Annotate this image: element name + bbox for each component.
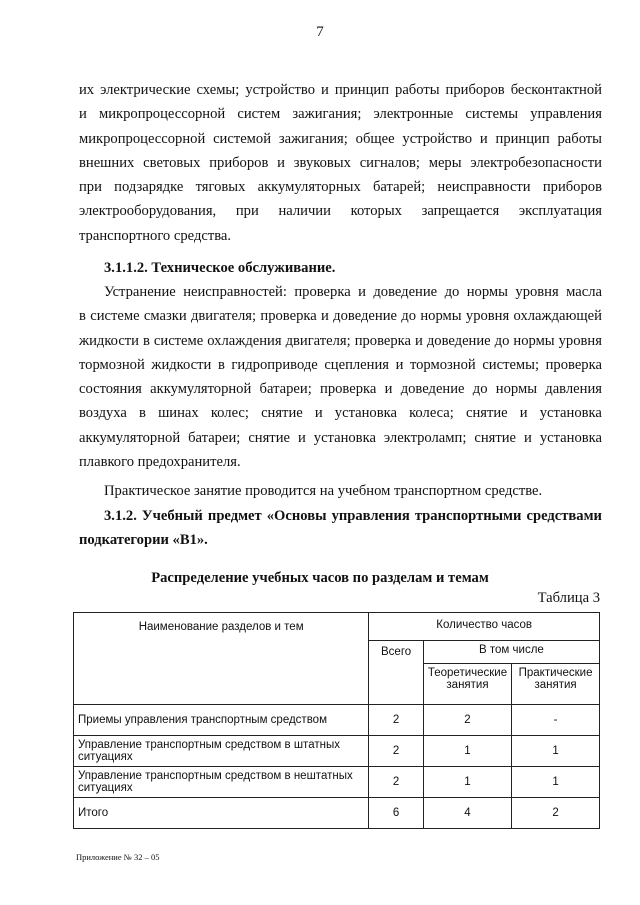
para2-line: Устранение неисправностей: проверка и доведение до нормы уровня масла	[104, 284, 602, 300]
row-name: Управление транспортным средством в нештатных ситуациях	[74, 767, 369, 798]
row-practice: 1	[512, 736, 600, 767]
row-total: 2	[369, 736, 424, 767]
table-row	[74, 798, 600, 829]
header-including: В том числе	[423, 641, 599, 664]
para2-line: состояния аккумуляторной батареи; проверка и доведение до нормы давления	[79, 381, 602, 398]
para2-line: жидкости в системе охлаждения двигателя; проверка и доведение до нормы уровня	[79, 332, 602, 349]
row-practice: 1	[512, 767, 600, 798]
row-theory: 4	[423, 798, 511, 829]
section-heading-subject	[79, 504, 602, 553]
para1-line: внешних световых приборов и звуковых сигналов; меры электробезопасности	[79, 154, 602, 171]
para1-line: и микропроцессорной систем зажигания; электронные системы управления	[79, 106, 602, 123]
para1-line: их электрические схемы; устройство и принцип работы приборов бесконтактной	[79, 82, 602, 98]
row-practice: 2	[512, 798, 600, 829]
para2-line: воздуха в шинах колес; снятие и установка колеса; снятие и установка	[79, 405, 602, 422]
row-total: 6	[369, 798, 424, 829]
subject-heading-line-1: 3.1.2. Учебный предмет «Основы управления транспортными средствами	[104, 508, 602, 524]
row-name: Приемы управления транспортным средством	[74, 705, 369, 736]
row-total: 2	[369, 705, 424, 736]
row-theory: 1	[423, 736, 511, 767]
table-row	[74, 705, 600, 736]
para2-line: в системе смазки двигателя; проверка и доведение до нормы уровня охлаждающей	[79, 308, 602, 325]
para1-line: при подзарядке тяговых аккумуляторных батарей; неисправности приборов	[79, 179, 602, 196]
header-name: Наименование разделов и тем	[74, 613, 369, 705]
paragraph-maintenance	[79, 280, 602, 474]
subject-heading-line-2: подкатегории «В1».	[79, 532, 208, 549]
table-row	[74, 767, 600, 798]
row-total: 2	[369, 767, 424, 798]
section-heading-maintenance: 3.1.1.2. Техническое обслуживание.	[104, 260, 336, 276]
paragraph-practical: Практическое занятие проводится на учебном транспортном средстве.	[104, 483, 543, 499]
para2-line: плавкого предохранителя.	[79, 454, 241, 471]
hours-table	[73, 612, 600, 829]
header-total: Всего	[369, 641, 424, 705]
header-hours: Количество часов	[369, 613, 600, 641]
row-name: Итого	[74, 798, 369, 829]
para2-line: тормозной жидкости в гидроприводе сцепления и тормозной системы; проверка	[79, 356, 602, 373]
row-practice: -	[512, 705, 600, 736]
page-number: 7	[316, 24, 324, 40]
header-practice: Практические занятия	[512, 664, 600, 705]
table-title: Распределение учебных часов по разделам и темам	[151, 570, 489, 586]
row-name: Управление транспортным средством в штатных ситуациях	[74, 736, 369, 767]
para1-line: микропроцессорной системой зажигания; общее устройство и принцип работы	[79, 130, 602, 147]
para1-line: электрооборудования, при наличии которых запрещается эксплуатация	[79, 203, 602, 220]
row-theory: 1	[423, 767, 511, 798]
row-theory: 2	[423, 705, 511, 736]
header-theory: Теоретические занятия	[423, 664, 511, 705]
table-label: Таблица 3	[537, 590, 600, 606]
para1-line: транспортного средства.	[79, 227, 232, 244]
paragraph-electrical	[79, 78, 602, 248]
footer-note: Приложение № 32 – 05	[76, 852, 160, 862]
table-row	[74, 736, 600, 767]
para2-line: аккумуляторной батареи; снятие и установка электроламп; снятие и установка	[79, 429, 602, 446]
